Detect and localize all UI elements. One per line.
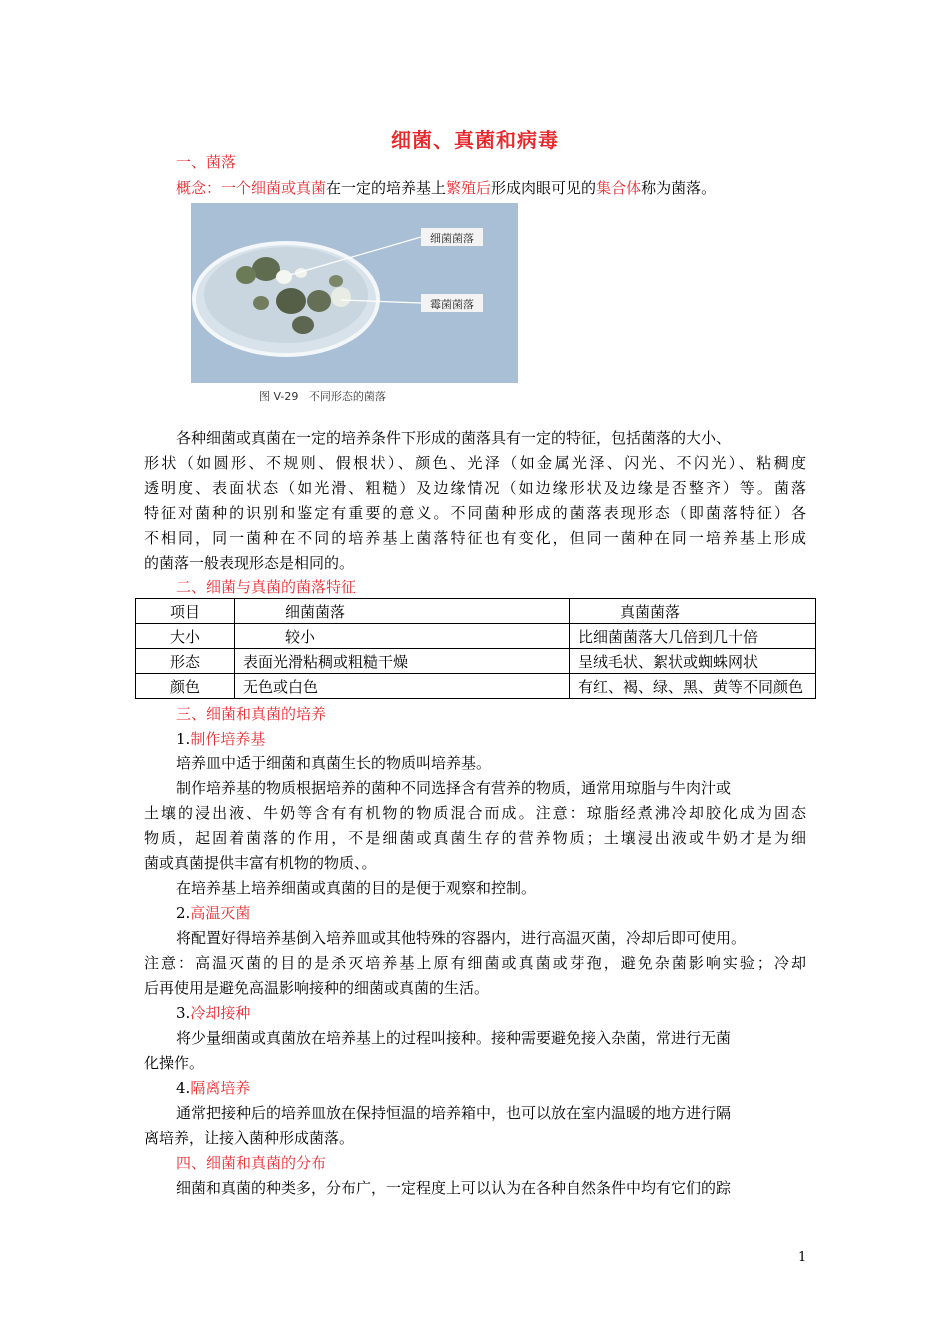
- step-title: 制作培养基: [190, 730, 266, 748]
- paragraph-line: 菌或真菌提供丰富有机物的物质、。: [144, 854, 377, 872]
- paragraph-line: 各种细菌或真菌在一定的培养条件下形成的菌落具有一定的特征，包括菌落的大小、: [176, 429, 732, 447]
- step-2-heading: [176, 903, 250, 923]
- section-3-heading: 三、细菌和真菌的培养: [176, 705, 327, 723]
- paragraph-line: 制作培养基的物质根据培养的菌种不同选择含有营养的物质，通常用琼脂与牛肉汁或: [176, 779, 732, 797]
- paragraph-line: 离培养，让接入菌种形成菌落。: [144, 1129, 355, 1147]
- paragraph-line: 土壤的浸出液、牛奶等含有有机物的物质混合而成。注意：琼脂经煮沸冷却胶化成为固态: [144, 804, 806, 822]
- petri-dish-illustration: [191, 203, 518, 410]
- table-cell: 无色或白色: [235, 674, 570, 699]
- step-number: 2.: [176, 904, 191, 922]
- concept-red-3: 集合体: [596, 179, 642, 197]
- concept-text-3: 形成肉眼可见的: [491, 179, 597, 197]
- section-2-heading: 二、细菌与真菌的菌落特征: [176, 578, 357, 596]
- concept-prefix: 概念：一个细菌或真菌: [176, 179, 327, 197]
- paragraph-line: 细菌和真菌的种类多，分布广，一定程度上可以认为在各种自然条件中均有它们的踪: [176, 1179, 732, 1197]
- table-cell: 形态: [136, 649, 235, 674]
- figure-caption: 图 V-29 不同形态的菌落: [259, 390, 386, 403]
- step-title: 隔离培养: [190, 1079, 251, 1097]
- page-number: 1: [798, 1250, 807, 1265]
- paragraph-line: 注意：高温灭菌的目的是杀灭培养基上原有细菌或真菌或芽孢，避免杂菌影响实验；冷却: [144, 954, 806, 972]
- page-title: 细菌、真菌和病毒: [391, 128, 559, 152]
- colony-figure: [191, 203, 518, 410]
- step-title: 冷却接种: [190, 1004, 251, 1022]
- paragraph-line: 的菌落一般表现形态是相同的。: [144, 554, 355, 572]
- step-title: 高温灭菌: [190, 904, 251, 922]
- table-cell: 大小: [136, 624, 235, 649]
- colony-comparison-table: [135, 598, 816, 699]
- paragraph-line: 培养皿中适于细菌和真菌生长的物质叫培养基。: [176, 754, 492, 772]
- paragraph-line: 将少量细菌或真菌放在培养基上的过程叫接种。接种需要避免接入杂菌，常进行无菌: [176, 1029, 732, 1047]
- paragraph-line: 通常把接种后的培养皿放在保持恒温的培养箱中，也可以放在室内温暖的地方进行隔: [176, 1104, 732, 1122]
- table-cell: 颜色: [136, 674, 235, 699]
- label-bacteria-colony: 细菌菌落: [430, 232, 474, 245]
- label-mold-colony: 霉菌菌落: [430, 298, 474, 311]
- step-number: 3.: [176, 1004, 191, 1022]
- step-1-heading: [176, 729, 265, 749]
- paragraph-line: 物质，起固着菌落的作用，不是细菌或真菌生存的营养物质；土壤浸出液或牛奶才是为细: [144, 829, 806, 847]
- paragraph-line: 在培养基上培养细菌或真菌的目的是便于观察和控制。: [176, 879, 537, 897]
- table-cell: 呈绒毛状、絮状或蜘蛛网状: [570, 649, 816, 674]
- step-number: 1.: [176, 730, 191, 748]
- paragraph-line: 将配置好得培养基倒入培养皿或其他特殊的容器内，进行高温灭菌，冷却后即可使用。: [176, 929, 747, 947]
- table-cell: 有红、褐、绿、黑、黄等不同颜色: [570, 674, 816, 699]
- section-1-heading: 一、菌落: [176, 153, 237, 171]
- table-header-cell: 真菌菌落: [570, 599, 816, 624]
- paragraph-line: 形状（如圆形、不规则、假根状）、颜色、光泽（如金属光泽、闪光、不闪光）、粘稠度: [144, 454, 806, 472]
- paragraph-line: 后再使用是避免高温影响接种的细菌或真菌的生活。: [144, 979, 490, 997]
- table-row: [136, 674, 816, 699]
- table-header-row: [136, 599, 816, 624]
- concept-red-2: 繁殖后: [446, 179, 492, 197]
- paragraph-line: 不相同，同一菌种在不同的培养基上菌落特征也有变化，但同一菌种在同一培养基上形成: [144, 529, 806, 547]
- table-row: [136, 649, 816, 674]
- table-header-cell: 项目: [136, 599, 235, 624]
- paragraph-line: 透明度、表面状态（如光滑、粗糙）及边缘情况（如边缘形状及边缘是否整齐）等。菌落: [144, 479, 806, 497]
- step-4-heading: [176, 1078, 250, 1098]
- table-header-cell: 细菌菌落: [235, 599, 570, 624]
- table-cell: 比细菌菌落大几倍到几十倍: [570, 624, 816, 649]
- table-row: [136, 624, 816, 649]
- concept-line: [176, 178, 716, 198]
- section-4-heading: 四、细菌和真菌的分布: [176, 1154, 327, 1172]
- concept-text-4: 称为菌落。: [641, 179, 717, 197]
- step-number: 4.: [176, 1079, 191, 1097]
- table-cell: 较小: [235, 624, 570, 649]
- step-3-heading: [176, 1003, 250, 1023]
- concept-text-2: 在一定的培养基上: [326, 179, 447, 197]
- paragraph-line: 特征对菌种的识别和鉴定有重要的意义。不同菌种形成的菌落表现形态（即菌落特征）各: [144, 504, 806, 522]
- table-cell: 表面光滑粘稠或粗糙干燥: [235, 649, 570, 674]
- paragraph-line: 化操作。: [144, 1054, 205, 1072]
